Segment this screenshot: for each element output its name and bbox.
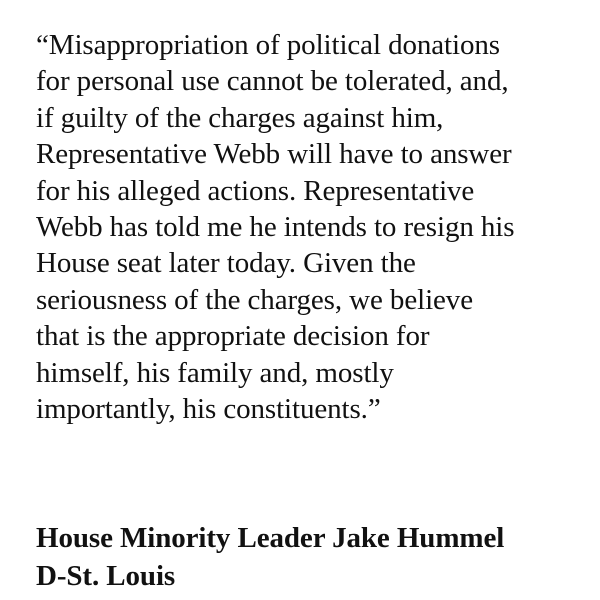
quote-line-7: House seat later today. Given the bbox=[36, 247, 416, 280]
attribution-name-title: House Minority Leader Jake Hummel bbox=[36, 522, 505, 554]
attribution bbox=[36, 519, 504, 595]
quote-line-5: for his alleged actions. Representative bbox=[36, 174, 475, 207]
quote-line-6: Webb has told me he intends to resign his bbox=[36, 210, 515, 243]
attribution-party-district: D-St. Louis bbox=[36, 560, 176, 592]
quote-line-1: “Misappropriation of political donations bbox=[36, 29, 500, 61]
quote-line-11: importantly, his constituents.” bbox=[36, 392, 381, 425]
quote-line-8: seriousness of the charges, we believe bbox=[36, 283, 473, 316]
quote-line-9: that is the appropriate decision for bbox=[36, 320, 430, 353]
quote-line-2: for personal use cannot be tolerated, and, bbox=[36, 65, 509, 98]
quote-line-10: himself, his family and, mostly bbox=[36, 356, 394, 389]
quote-line-4: Representative Webb will have to answer bbox=[36, 138, 512, 171]
quote-text bbox=[36, 27, 514, 427]
quote-line-3: if guilty of the charges against him, bbox=[36, 101, 444, 134]
